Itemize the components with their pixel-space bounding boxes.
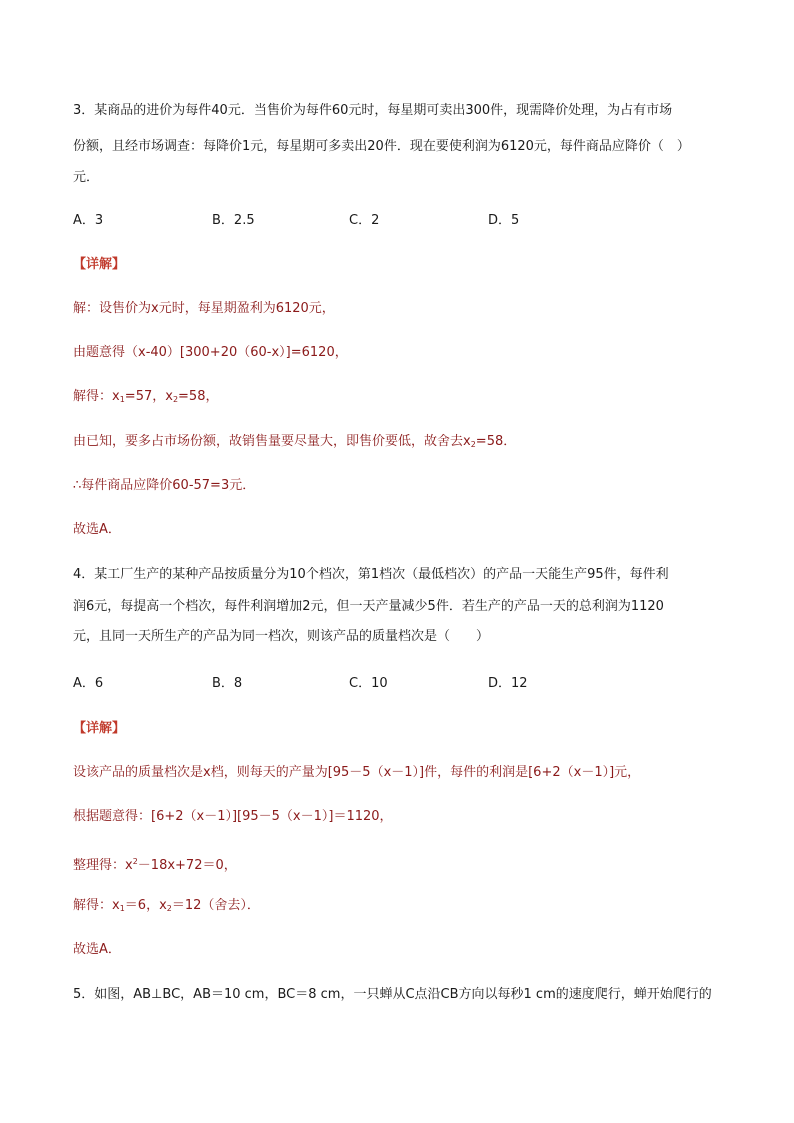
- q4-option-b: B．8: [212, 676, 243, 691]
- q3-answer: 故选A．: [73, 522, 121, 537]
- q4-solution-line1: 设该产品的质量档次是x档，则每天的产量为[95－5（x－1）]件，每件的利润是[6+2（x－1）]元，: [73, 765, 641, 780]
- q3-option-d: D．5: [488, 213, 520, 228]
- q3-option-b: B．2.5: [212, 213, 255, 228]
- q4-solution-heading: 【详解】: [73, 721, 126, 736]
- q3-option-a: A．3: [73, 213, 104, 228]
- q4-answer: 故选A．: [73, 942, 121, 957]
- q4-stem-line2: 润6元，每提高一个档次，每件利润增加2元，但一天产量减少5件．若生产的产品一天的总利润为1120: [73, 599, 664, 614]
- q4-option-d: D．12: [488, 676, 528, 691]
- q3-stem-line2: 份额，且经市场调查：每降价1元，每星期可多卖出20件．现在要使利润为6120元，每件商品应降价（ ）: [73, 139, 690, 154]
- q3-solution-line5: ∴每件商品应降价60-57=3元．: [73, 478, 256, 493]
- q3-solution-heading: 【详解】: [73, 257, 126, 272]
- q3-solution-line2: 由题意得（x-40）[300+20（60-x）]=6120，: [73, 345, 348, 360]
- q3-stem-line1: 3．某商品的进价为每件40元．当售价为每件60元时，每星期可卖出300件，现需降价处理，为占有市场: [73, 103, 673, 118]
- q4-option-c: C．10: [349, 676, 388, 691]
- q4-solution-line2: 根据题意得：[6+2（x－1）][95－5（x－1）]＝1120，: [73, 809, 393, 824]
- q4-stem-line1: 4．某工厂生产的某种产品按质量分为10个档次，第1档次（最低档次）的产品一天能生产95件，每件利: [73, 567, 669, 582]
- q4-stem-line3: 元，且同一天所生产的产品为同一档次，则该产品的质量档次是（ ）: [73, 629, 490, 644]
- q3-stem-line3: 元．: [73, 170, 100, 185]
- q4-solution-line4: 解得：$x_1=6$，$x_2=12$（舍去）．: [73, 898, 260, 913]
- q3-solution-line1: 解：设售价为x元时，每星期盈利为6120元，: [73, 301, 335, 316]
- q3-option-c: C．2: [349, 213, 380, 228]
- q4-solution-line3: 整理得：$x^2-18x+72=0$，: [73, 857, 237, 873]
- q5-stem-line1: 5．如图，AB⊥BC，AB＝10 cm，BC＝8 cm，一只蝉从C点沿CB方向以每秒1 cm的速度爬行，蝉开始爬行的: [73, 987, 712, 1002]
- q3-solution-line3: 解得：$x_1=57$，$x_2=58$，: [73, 389, 219, 404]
- q3-solution-line4: 由已知，要多占市场份额，故销售量要尽量大，即售价要低，故舍去$x_2=58$．: [73, 434, 517, 449]
- q4-option-a: A．6: [73, 676, 104, 691]
